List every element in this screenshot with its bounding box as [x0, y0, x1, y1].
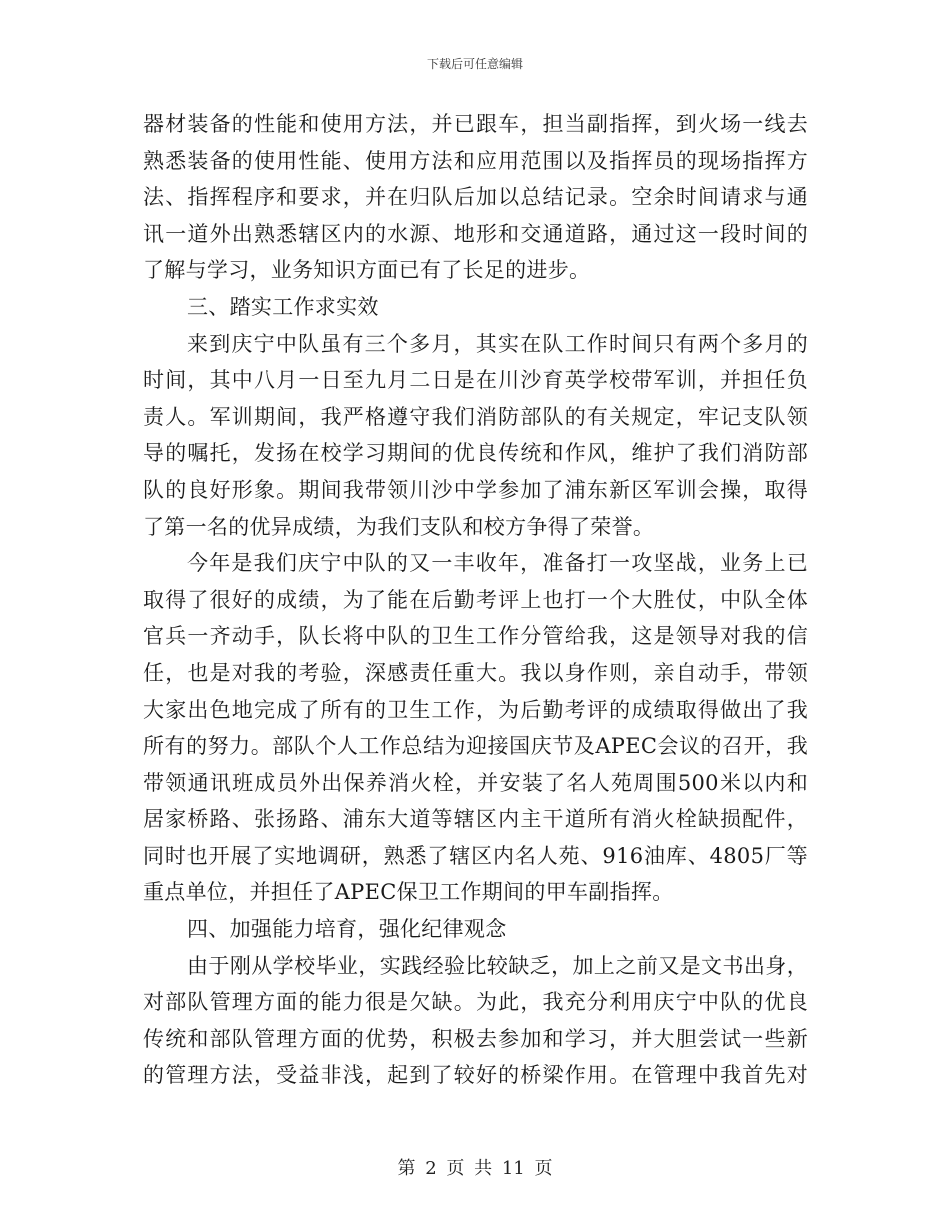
paragraph-line: 官兵一齐动手，队长将中队的卫生工作分管给我，这是领导对我的信: [143, 624, 808, 649]
paragraph-line: 同时也开展了实地调研，熟悉了辖区内名人苑、916油库、4805厂等: [143, 843, 808, 868]
paragraph-line: 时间，其中八月一日至九月二日是在川沙育英学校带军训，并担任负: [143, 368, 808, 393]
paragraph-line: 带领通讯班成员外出保养消火栓，并安装了名人苑周围500米以内和: [143, 770, 808, 795]
paragraph-line: 由于刚从学校毕业，实践经验比较缺乏，加上之前又是文书出身，: [187, 953, 808, 978]
paragraph-line: 大家出色地完成了所有的卫生工作，为后勤考评的成绩取得做出了我: [143, 697, 808, 722]
paragraph-line: 重点单位，并担任了APEC保卫工作期间的甲车副指挥。: [143, 880, 674, 905]
paragraph-line: 导的嘱托，发扬在校学习期间的优良传统和作风，维护了我们消防部: [143, 441, 808, 466]
paragraph-line: 传统和部队管理方面的优势，积极去参加和学习，并大胆尝试一些新: [143, 1026, 808, 1051]
section-heading: 四、加强能力培育，强化纪律观念: [187, 917, 507, 942]
section-heading: 三、踏实工作求实效: [187, 294, 379, 319]
paragraph-line: 取得了很好的成绩，为了能在后勤考评上也打一个大胜仗，中队全体: [143, 587, 808, 612]
paragraph-line: 器材装备的性能和使用方法，并已跟车，担当副指挥，到火场一线去: [143, 112, 808, 136]
paragraph-line: 熟悉装备的使用性能、使用方法和应用范围以及指挥员的现场指挥方: [143, 148, 808, 173]
paragraph-line: 队的良好形象。期间我带领川沙中学参加了浦东新区军训会操，取得: [143, 477, 808, 502]
paragraph-line: 责人。军训期间，我严格遵守我们消防部队的有关规定，牢记支队领: [143, 404, 808, 429]
paragraph-line: 居家桥路、张扬路、浦东大道等辖区内主干道所有消火栓缺损配件，: [143, 807, 808, 832]
page-header: 下载后可任意编辑: [426, 57, 523, 71]
paragraph-line: 所有的努力。部队个人工作总结为迎接国庆节及APEC会议的召开，我: [143, 734, 808, 759]
paragraph-line: 了第一名的优异成绩，为我们支队和校方争得了荣誉。: [143, 514, 655, 539]
paragraph-line: 今年是我们庆宁中队的又一丰收年，准备打一攻坚战，业务上已: [187, 551, 808, 576]
paragraph-line: 的管理方法，受益非浅，起到了较好的桥梁作用。在管理中我首先对: [143, 1063, 808, 1088]
paragraph-line: 对部队管理方面的能力很是欠缺。为此，我充分利用庆宁中队的优良: [143, 990, 808, 1015]
paragraph-line: 讯一道外出熟悉辖区内的水源、地形和交通道路，通过这一段时间的: [143, 221, 808, 246]
paragraph-line: 任，也是对我的考验，深感责任重大。我以身作则，亲自动手，带领: [143, 660, 808, 685]
document-body: [143, 106, 808, 1094]
paragraph-line: 来到庆宁中队虽有三个多月，其实在队工作时间只有两个多月的: [187, 331, 808, 356]
page-footer-pagination: 第 2 页 共 11 页: [397, 1158, 553, 1179]
paragraph-line: 法、指挥程序和要求，并在归队后加以总结记录。空余时间请求与通: [143, 185, 808, 210]
paragraph-line: 了解与学习，业务知识方面已有了长足的进步。: [143, 258, 591, 283]
